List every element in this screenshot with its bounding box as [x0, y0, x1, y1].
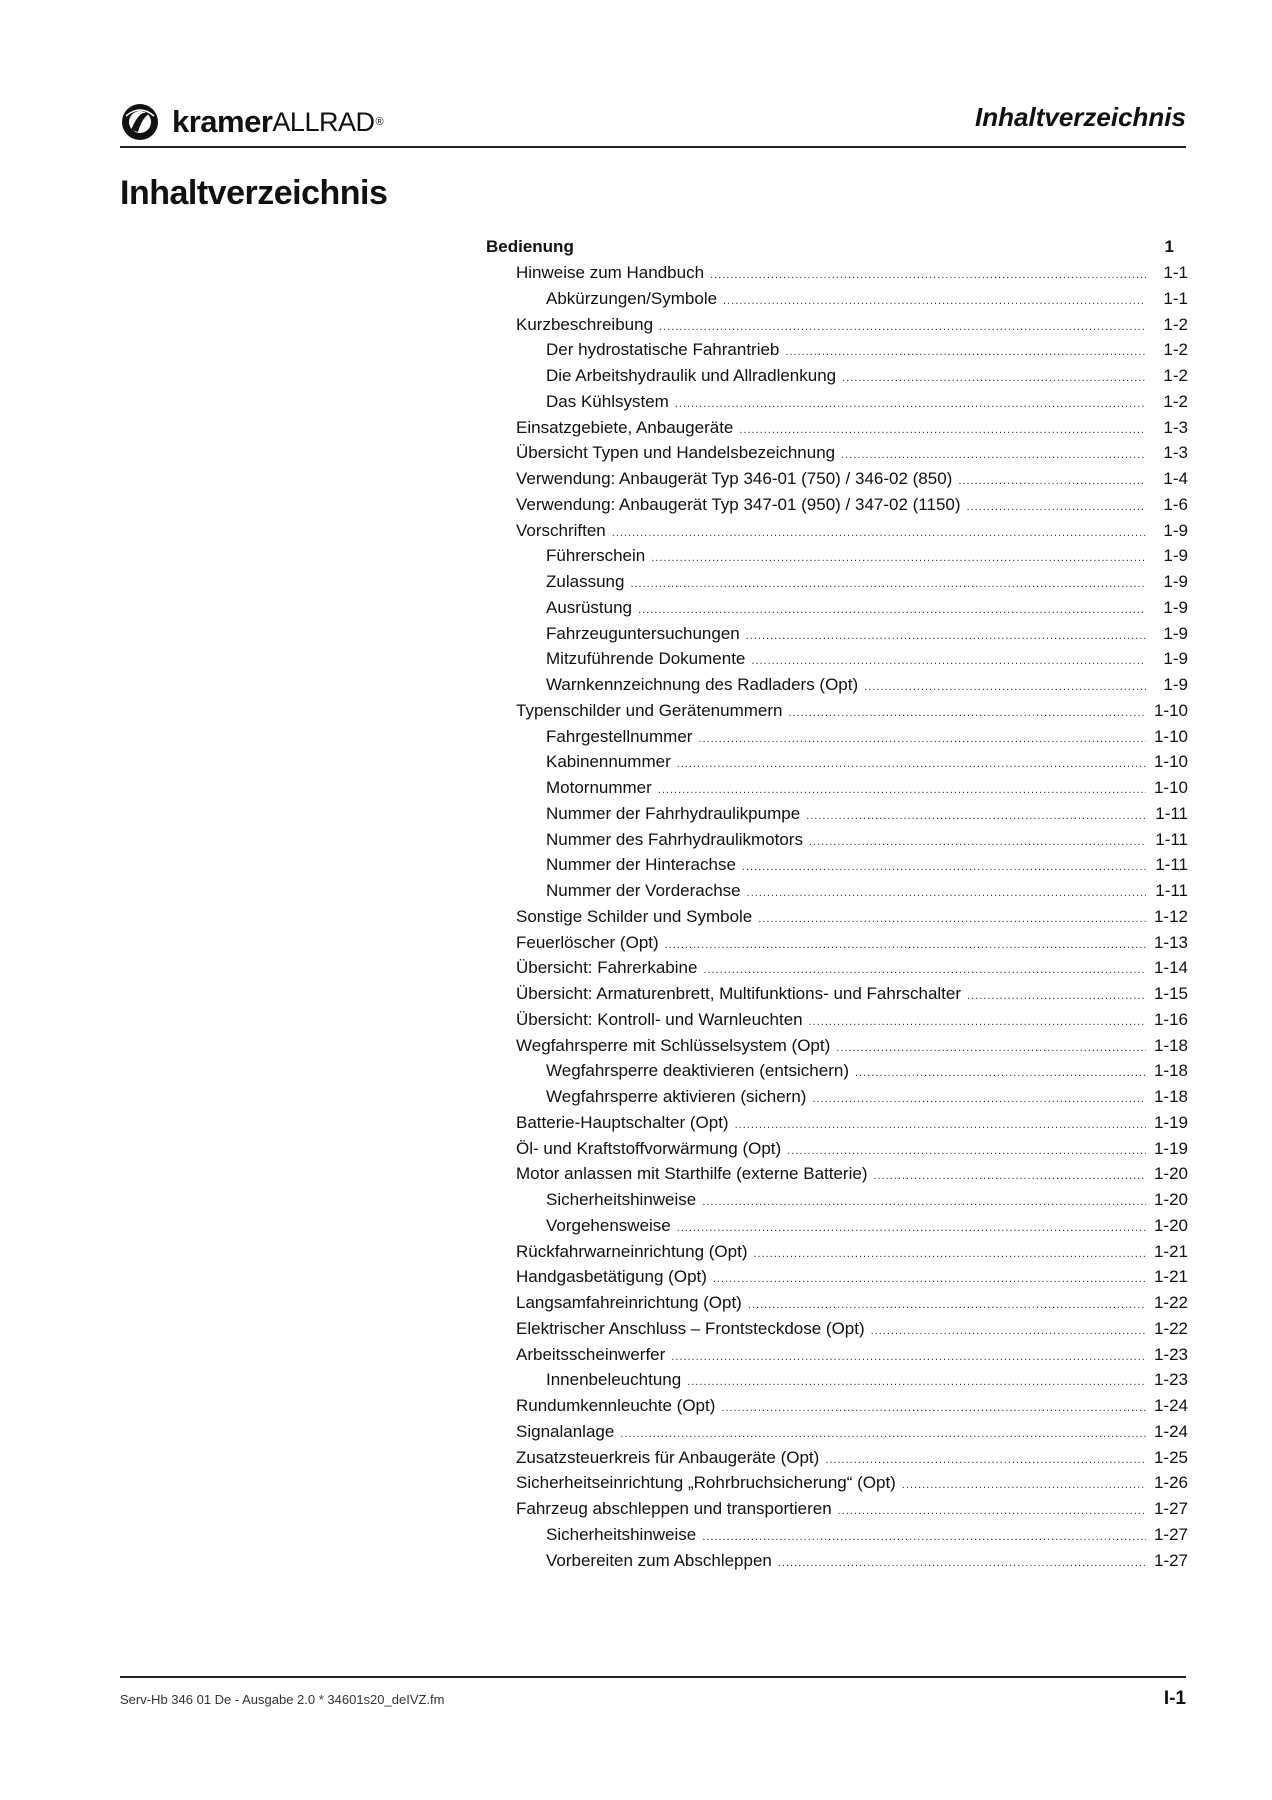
- toc-entry-title: Warnkennzeichnung des Radladers (Opt): [546, 675, 859, 694]
- toc-entry[interactable]: [486, 518, 1188, 544]
- toc-entry[interactable]: [486, 595, 1188, 621]
- toc-entry-title: Nummer der Hinterachse: [546, 855, 736, 875]
- toc-entry[interactable]: [486, 930, 1188, 956]
- toc-chapter-page: 1: [1164, 237, 1174, 256]
- toc-entry-title: Führerschein: [546, 546, 646, 566]
- toc-entry[interactable]: [486, 415, 1188, 441]
- toc-entry[interactable]: [486, 1084, 1188, 1110]
- toc-entry-page: 1-27: [1153, 1499, 1188, 1518]
- toc-entry-title: Das Kühlsystem: [546, 391, 669, 411]
- toc-entry-page: 1-15: [1153, 984, 1188, 1003]
- toc-dot-leader: [665, 933, 1146, 959]
- page-title: Inhaltverzeichnis: [120, 174, 388, 212]
- toc-entry-page: 1-3: [1163, 417, 1188, 437]
- toc-entry-page: 1-9: [1163, 572, 1188, 591]
- toc-dot-leader: [747, 881, 1146, 907]
- toc-dot-leader: [612, 521, 1146, 547]
- toc-dot-leader: [630, 572, 1146, 598]
- toc-entry-title: Wegfahrsperre mit Schlüsselsystem (Opt): [516, 1035, 831, 1055]
- toc-entry-page: 1-6: [1163, 494, 1188, 514]
- toc-entry-title: Ausrüstung: [546, 597, 632, 617]
- toc-entry-page: 1-9: [1163, 623, 1188, 643]
- toc-entry-page: 1-10: [1153, 700, 1188, 720]
- toc-dot-leader: [713, 1267, 1146, 1293]
- toc-dot-leader: [758, 907, 1146, 933]
- toc-entry-page: 1-19: [1153, 1112, 1188, 1132]
- toc-entry-page: 1-1: [1163, 263, 1188, 282]
- toc-dot-leader: [723, 289, 1146, 315]
- toc-entry-title: Rundumkennleuchte (Opt): [516, 1396, 716, 1415]
- toc-entry-page: 1-20: [1153, 1164, 1188, 1184]
- page-footer: [120, 1676, 1186, 1709]
- toc-entry-page: 1-2: [1163, 366, 1188, 385]
- toc-dot-leader: [902, 1473, 1146, 1499]
- toc-entry-page: 1-11: [1155, 881, 1188, 900]
- toc-dot-leader: [871, 1319, 1146, 1345]
- toc-entry-page: 1-11: [1155, 803, 1188, 823]
- toc-entry-title: Elektrischer Anschluss – Frontsteckdose (Opt): [516, 1318, 865, 1338]
- toc-entry[interactable]: [486, 286, 1188, 312]
- toc-entry-title: Motor anlassen mit Starthilfe (externe Batterie): [516, 1164, 868, 1184]
- toc-entry-page: 1-24: [1153, 1396, 1188, 1415]
- toc-entry-title: Übersicht Typen und Handelsbezeichnung: [516, 443, 836, 463]
- toc-entry-title: Wegfahrsperre deaktivieren (entsichern): [546, 1061, 849, 1081]
- toc-entry[interactable]: [486, 1058, 1188, 1084]
- toc-entry-title: Fahrzeug abschleppen und transportieren: [516, 1499, 832, 1518]
- toc-dot-leader: [702, 1190, 1146, 1216]
- toc-entry-page: 1-1: [1163, 288, 1188, 308]
- toc-entry-title: Abkürzungen/Symbole: [546, 288, 718, 308]
- toc-entry-page: 1-10: [1153, 752, 1188, 772]
- toc-dot-leader: [864, 675, 1146, 701]
- toc-entry-title: Fahrzeuguntersuchungen: [546, 623, 740, 643]
- toc-entry-title: Hinweise zum Handbuch: [516, 263, 705, 282]
- toc-entry-page: 1-22: [1153, 1293, 1188, 1312]
- toc-dot-leader: [746, 624, 1146, 650]
- toc-entry[interactable]: [486, 981, 1188, 1007]
- toc-entry-page: 1-18: [1153, 1087, 1188, 1106]
- toc-entry-title: Vorschriften: [516, 520, 606, 540]
- toc-entry-title: Vorbereiten zum Abschleppen: [546, 1550, 772, 1570]
- toc-entry-title: Sonstige Schilder und Symbole: [516, 906, 753, 926]
- toc-entry[interactable]: [486, 724, 1188, 750]
- toc-entry[interactable]: [486, 1393, 1188, 1419]
- toc-entry-title: Wegfahrsperre aktivieren (sichern): [546, 1087, 807, 1106]
- footer-document-id: Serv-Hb 346 01 De - Ausgabe 2.0 * 34601s20_deIVZ.fm: [120, 1692, 445, 1707]
- toc-entry-title: Kabinennummer: [546, 752, 671, 772]
- toc-entry[interactable]: [486, 827, 1188, 853]
- toc-dot-leader: [838, 1499, 1146, 1525]
- toc-dot-leader: [812, 1087, 1146, 1113]
- toc-entry[interactable]: [486, 440, 1188, 466]
- kramer-emblem-icon: [120, 102, 160, 142]
- toc-entry[interactable]: [486, 1367, 1188, 1393]
- toc-entry-title: Handgasbetätigung (Opt): [516, 1267, 707, 1287]
- toc-dot-leader: [967, 495, 1146, 521]
- footer-page-number: I-1: [1163, 1688, 1186, 1709]
- toc-chapter-title: Bedienung: [486, 237, 574, 256]
- toc-entry-title: Öl- und Kraftstoffvorwärmung (Opt): [516, 1138, 782, 1158]
- toc-dot-leader: [735, 1113, 1146, 1139]
- toc-entry[interactable]: [486, 1496, 1188, 1522]
- toc-entry-title: Die Arbeitshydraulik und Allradlenkung: [546, 366, 837, 385]
- toc-entry[interactable]: [486, 852, 1188, 878]
- toc-entry-title: Feuerlöscher (Opt): [516, 932, 659, 952]
- toc-dot-leader: [698, 727, 1146, 753]
- toc-entry[interactable]: [486, 955, 1188, 981]
- toc-entry[interactable]: [486, 260, 1188, 286]
- toc-entry[interactable]: [486, 1213, 1188, 1239]
- toc-entry-page: 1-9: [1163, 675, 1188, 694]
- toc-entry-title: Innenbeleuchtung: [546, 1370, 682, 1390]
- toc-dot-leader: [788, 701, 1146, 727]
- toc-entry[interactable]: [486, 1136, 1188, 1162]
- toc-entry-page: 1-25: [1153, 1447, 1188, 1467]
- toc-entry[interactable]: [486, 1161, 1188, 1187]
- toc-entry[interactable]: [486, 1290, 1188, 1316]
- toc-entry-page: 1-27: [1153, 1550, 1188, 1570]
- toc-entry[interactable]: [486, 1522, 1188, 1548]
- toc-dot-leader: [721, 1396, 1146, 1422]
- toc-dot-leader: [958, 469, 1146, 495]
- toc-entry-page: 1-19: [1153, 1138, 1188, 1158]
- toc-entry-page: 1-24: [1153, 1421, 1188, 1441]
- toc-dot-leader: [809, 830, 1146, 856]
- toc-entry-title: Signalanlage: [516, 1421, 615, 1441]
- toc-entry[interactable]: [486, 904, 1188, 930]
- toc-entry-title: Langsamfahreinrichtung (Opt): [516, 1293, 742, 1312]
- registered-mark: ®: [375, 116, 384, 128]
- toc-dot-leader: [778, 1551, 1146, 1577]
- toc-dot-leader: [809, 1010, 1146, 1036]
- toc-entry-title: Rückfahrwarneinrichtung (Opt): [516, 1241, 748, 1261]
- toc-dot-leader: [873, 1164, 1146, 1190]
- toc-entry[interactable]: [486, 389, 1188, 415]
- toc-entry[interactable]: [486, 1033, 1188, 1059]
- toc-entry-title: Sicherheitshinweise: [546, 1524, 697, 1544]
- toc-entry-page: 1-2: [1163, 314, 1188, 334]
- toc-entry[interactable]: [486, 878, 1188, 904]
- toc-entry[interactable]: [486, 1264, 1188, 1290]
- toc-entry-page: 1-23: [1153, 1370, 1188, 1390]
- toc-entry-list: [486, 260, 1188, 1573]
- toc-entry[interactable]: [486, 801, 1188, 827]
- toc-entry[interactable]: [486, 621, 1188, 647]
- toc-dot-leader: [836, 1036, 1146, 1062]
- toc-entry-title: Sicherheitshinweise: [546, 1190, 697, 1209]
- toc-entry[interactable]: [486, 492, 1188, 518]
- toc-entry-title: Übersicht: Fahrerkabine: [516, 958, 698, 978]
- toc-entry-page: 1-11: [1155, 829, 1188, 849]
- toc-entry-title: Nummer der Fahrhydraulikpumpe: [546, 803, 801, 823]
- toc-entry[interactable]: [486, 749, 1188, 775]
- toc-entry[interactable]: [486, 1419, 1188, 1445]
- toc-entry[interactable]: [486, 337, 1188, 363]
- toc-entry-title: Motornummer: [546, 778, 652, 797]
- toc-entry-page: 1-14: [1153, 958, 1188, 978]
- toc-entry[interactable]: [486, 775, 1188, 801]
- toc-dot-leader: [651, 546, 1146, 572]
- toc-entry-page: 1-20: [1153, 1215, 1188, 1235]
- toc-entry-page: 1-2: [1163, 391, 1188, 411]
- toc-entry[interactable]: [486, 672, 1188, 698]
- table-of-contents: [486, 234, 1188, 1573]
- toc-entry[interactable]: [486, 569, 1188, 595]
- toc-dot-leader: [675, 392, 1146, 418]
- toc-dot-leader: [677, 752, 1146, 778]
- toc-entry-title: Fahrgestellnummer: [546, 726, 693, 746]
- toc-entry-page: 1-12: [1153, 906, 1188, 926]
- brand-suffix: ALLRAD: [272, 106, 375, 137]
- toc-dot-leader: [687, 1370, 1146, 1396]
- toc-entry[interactable]: [486, 363, 1188, 389]
- toc-entry-title: Verwendung: Anbaugerät Typ 347-01 (950) / 347-02 (1150): [516, 494, 961, 514]
- toc-dot-leader: [710, 263, 1146, 289]
- toc-entry-title: Typenschilder und Gerätenummern: [516, 700, 783, 720]
- toc-dot-leader: [855, 1061, 1146, 1087]
- toc-entry-page: 1-18: [1153, 1061, 1188, 1081]
- toc-entry-page: 1-4: [1163, 469, 1188, 488]
- page-header: [120, 96, 1186, 148]
- toc-entry[interactable]: [486, 1548, 1188, 1574]
- toc-entry-page: 1-18: [1153, 1035, 1188, 1055]
- toc-entry-page: 1-26: [1153, 1473, 1188, 1493]
- toc-entry[interactable]: [486, 1239, 1188, 1265]
- toc-dot-leader: [753, 1242, 1146, 1268]
- toc-entry-title: Nummer des Fahrhydraulikmotors: [546, 829, 803, 849]
- toc-entry-page: 1-11: [1155, 855, 1188, 875]
- toc-entry-page: 1-9: [1163, 520, 1188, 540]
- toc-entry-title: Einsatzgebiete, Anbaugeräte: [516, 417, 734, 437]
- toc-entry-page: 1-10: [1153, 778, 1188, 797]
- toc-entry-page: 1-22: [1153, 1318, 1188, 1338]
- toc-entry[interactable]: [486, 1316, 1188, 1342]
- toc-entry[interactable]: [486, 1470, 1188, 1496]
- toc-entry-title: Verwendung: Anbaugerät Typ 346-01 (750) / 346-02 (850): [516, 469, 953, 488]
- toc-entry-page: 1-21: [1153, 1267, 1188, 1287]
- toc-entry-page: 1-9: [1163, 546, 1188, 566]
- toc-dot-leader: [842, 366, 1146, 392]
- toc-dot-leader: [967, 984, 1146, 1010]
- toc-entry-title: Zulassung: [546, 572, 625, 591]
- toc-entry-title: Zusatzsteuerkreis für Anbaugeräte (Opt): [516, 1447, 820, 1467]
- toc-entry[interactable]: [486, 543, 1188, 569]
- toc-entry[interactable]: [486, 1187, 1188, 1213]
- toc-entry-title: Übersicht: Armaturenbrett, Multifunktions- und Fahrschalter: [516, 984, 962, 1003]
- toc-entry-page: 1-3: [1163, 443, 1188, 463]
- toc-entry-page: 1-23: [1153, 1344, 1188, 1364]
- toc-entry-page: 1-21: [1153, 1241, 1188, 1261]
- toc-entry-title: Übersicht: Kontroll- und Warnleuchten: [516, 1009, 803, 1029]
- toc-entry[interactable]: [486, 698, 1188, 724]
- toc-entry-page: 1-13: [1153, 932, 1188, 952]
- toc-entry[interactable]: [486, 1445, 1188, 1471]
- toc-dot-leader: [671, 1345, 1146, 1371]
- toc-entry[interactable]: [486, 1007, 1188, 1033]
- toc-entry-title: Mitzuführende Dokumente: [546, 649, 746, 669]
- toc-entry-title: Vorgehensweise: [546, 1215, 671, 1235]
- toc-entry-title: Sicherheitseinrichtung „Rohrbruchsicherung“ (Opt): [516, 1473, 896, 1493]
- toc-entry-title: Nummer der Vorderachse: [546, 881, 741, 900]
- toc-entry-page: 1-16: [1153, 1009, 1188, 1029]
- brand-name: kramer: [172, 104, 273, 139]
- toc-entry[interactable]: [486, 312, 1188, 338]
- toc-entry-title: Der hydrostatische Fahrantrieb: [546, 340, 780, 360]
- brand-logo: [120, 100, 384, 144]
- toc-entry-page: 1-27: [1153, 1524, 1188, 1544]
- toc-entry-page: 1-9: [1163, 597, 1188, 617]
- toc-entry-page: 1-10: [1153, 726, 1188, 746]
- toc-dot-leader: [806, 804, 1146, 830]
- toc-chapter[interactable]: [486, 234, 1174, 260]
- toc-entry-page: 1-2: [1163, 340, 1188, 360]
- toc-entry[interactable]: [486, 466, 1188, 492]
- toc-entry-title: Batterie-Hauptschalter (Opt): [516, 1112, 729, 1132]
- header-title: Inhaltverzeichnis: [975, 102, 1186, 132]
- toc-entry[interactable]: [486, 1342, 1188, 1368]
- toc-entry-title: Kurzbeschreibung: [516, 314, 654, 334]
- toc-dot-leader: [742, 855, 1146, 881]
- toc-entry-page: 1-20: [1153, 1190, 1188, 1209]
- toc-entry-title: Arbeitsscheinwerfer: [516, 1344, 666, 1364]
- toc-entry-page: 1-9: [1163, 649, 1188, 669]
- toc-entry[interactable]: [486, 1110, 1188, 1136]
- toc-entry[interactable]: [486, 646, 1188, 672]
